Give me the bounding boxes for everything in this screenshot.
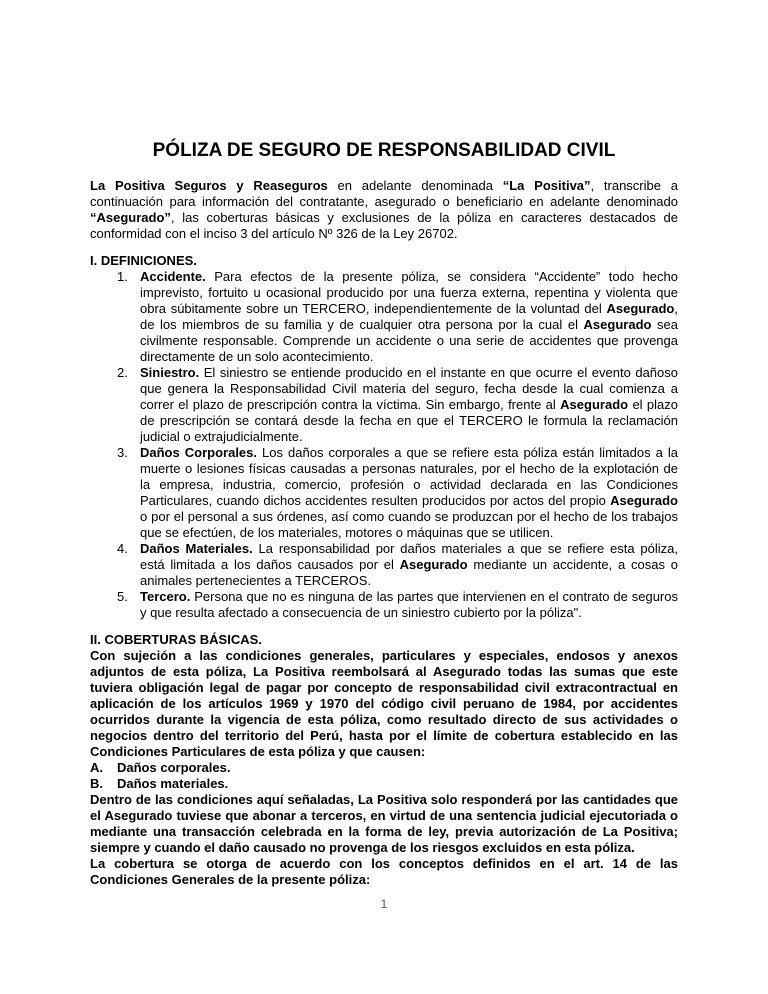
coverages-heading: II. COBERTURAS BÁSICAS. (90, 632, 262, 647)
coverage-item-b (90, 776, 678, 792)
item-text: Accidente. Para efectos de la presente póliza, se considera “Accidente” todo hecho imprevisto, fortuito u ocasional producido por una fuerza externa, repentina y violenta que obra súbitamente sobre un TERCERO, independientemente de la voluntad del Asegurado, de los miembros de su familia y de cualquier otra persona por la cual el Asegurado sea civilmente responsable. Comprende un accidente o una serie de accidentes que provenga directamente de un solo acontecimiento. (140, 269, 678, 364)
item-text: Daños materiales. (117, 776, 229, 791)
definition-item-tercero (90, 589, 678, 621)
item-text: Daños Materiales. La responsabilidad por daños materiales a que se refiere esta póliza, está limitada a los daños causados por el Asegurado mediante un accidente, a cosas o animales pertenecientes a TERCEROS. (140, 541, 679, 588)
intro-paragraph: La Positiva Seguros y Reaseguros en adelante denominada “La Positiva”, transcribe a continuación para información del contratante, asegurado o beneficiario en adelante denominado “Asegurado”, las coberturas básicas y exclusiones de la póliza en caracteres destacados de conformidad con el inciso 3 del artículo Nº 326 de la Ley 26702. (90, 178, 678, 241)
coverages-reference-paragraph: La cobertura se otorga de acuerdo con los conceptos definidos en el art. 14 de las Condiciones Generales de la presente póliza: (90, 856, 678, 887)
definition-item-siniestro (90, 365, 678, 445)
definition-item-accidente (90, 269, 678, 365)
section-definitions (90, 253, 678, 621)
definitions-heading: I. DEFINICIONES. (90, 253, 197, 268)
item-number: 3. (117, 445, 128, 460)
item-text: Daños Corporales. Los daños corporales a que se refiere esta póliza están limitados a la muerte o lesiones físicas causadas a personas naturales, por el hecho de la explotación de la empresa, industria, comercio, profesión o actividad declarada en las Condiciones Particulares, cuando dichos accidentes resulten producidos por actos del propio Asegurado o por el personal a sus órdenes, así como cuando se produzcan por el hecho de los trabajos que se efectúen, de los materiales, motores o máquinas que se utilicen. (140, 445, 678, 540)
coverages-conditions-paragraph: Dentro de las condiciones aquí señaladas, La Positiva solo responderá por las cantidades que el Asegurado tuviese que abonar a terceros, en virtud de una sentencia judicial ejecutoriada o mediante una transacción celebrada en la forma de ley, previa autorización de La Positiva; siempre y cuando el daño causado no provenga de los riesgos excluidos en esta póliza. (90, 792, 678, 855)
item-text: Tercero. Persona que no es ninguna de las partes que intervienen en el contrato de seguros y que resulta afectado a consecuencia de un siniestro cubierto por la póliza". (140, 589, 678, 620)
coverages-intro-paragraph: Con sujeción a las condiciones generales, particulares y especiales, endosos y anexos adjuntos de esta póliza, La Positiva reembolsará al Asegurado todas las sumas que este tuviera obligación legal de pagar por concepto de responsabilidad civil extracontractual en aplicación de los artículos 1969 y 1970 del código civil peruano de 1984, por accidentes ocurridos durante la vigencia de esta póliza, como resultado directo de sus actividades o negocios dentro del territorio del Perú, hasta por el límite de cobertura establecido en las Condiciones Particulares de esta póliza y que causen: (90, 648, 678, 759)
item-number: 5. (117, 589, 128, 604)
item-letter: B. (90, 776, 103, 791)
item-text: Siniestro. El siniestro se entiende producido en el instante en que ocurre el evento dañoso que genera la Responsabilidad Civil materia del seguro, fecha desde la cual comienza a correr el plazo de prescripción contra la víctima. Sin embargo, frente al Asegurado el plazo de prescripción se contará desde la fecha en que el TERCERO le formula la reclamación judicial o extrajudicialmente. (140, 365, 679, 444)
item-number: 2. (117, 365, 128, 380)
section-coverages (90, 632, 678, 888)
definition-item-danos-corporales (90, 445, 678, 541)
page-number: 1 (380, 897, 388, 911)
item-letter: A. (90, 760, 103, 775)
document-title: PÓLIZA DE SEGURO DE RESPONSABILIDAD CIVIL (152, 140, 616, 161)
item-text: Daños corporales. (117, 760, 231, 775)
item-number: 1. (117, 269, 128, 284)
definition-item-danos-materiales (90, 541, 678, 589)
coverage-item-a (90, 760, 678, 776)
item-number: 4. (117, 541, 128, 556)
